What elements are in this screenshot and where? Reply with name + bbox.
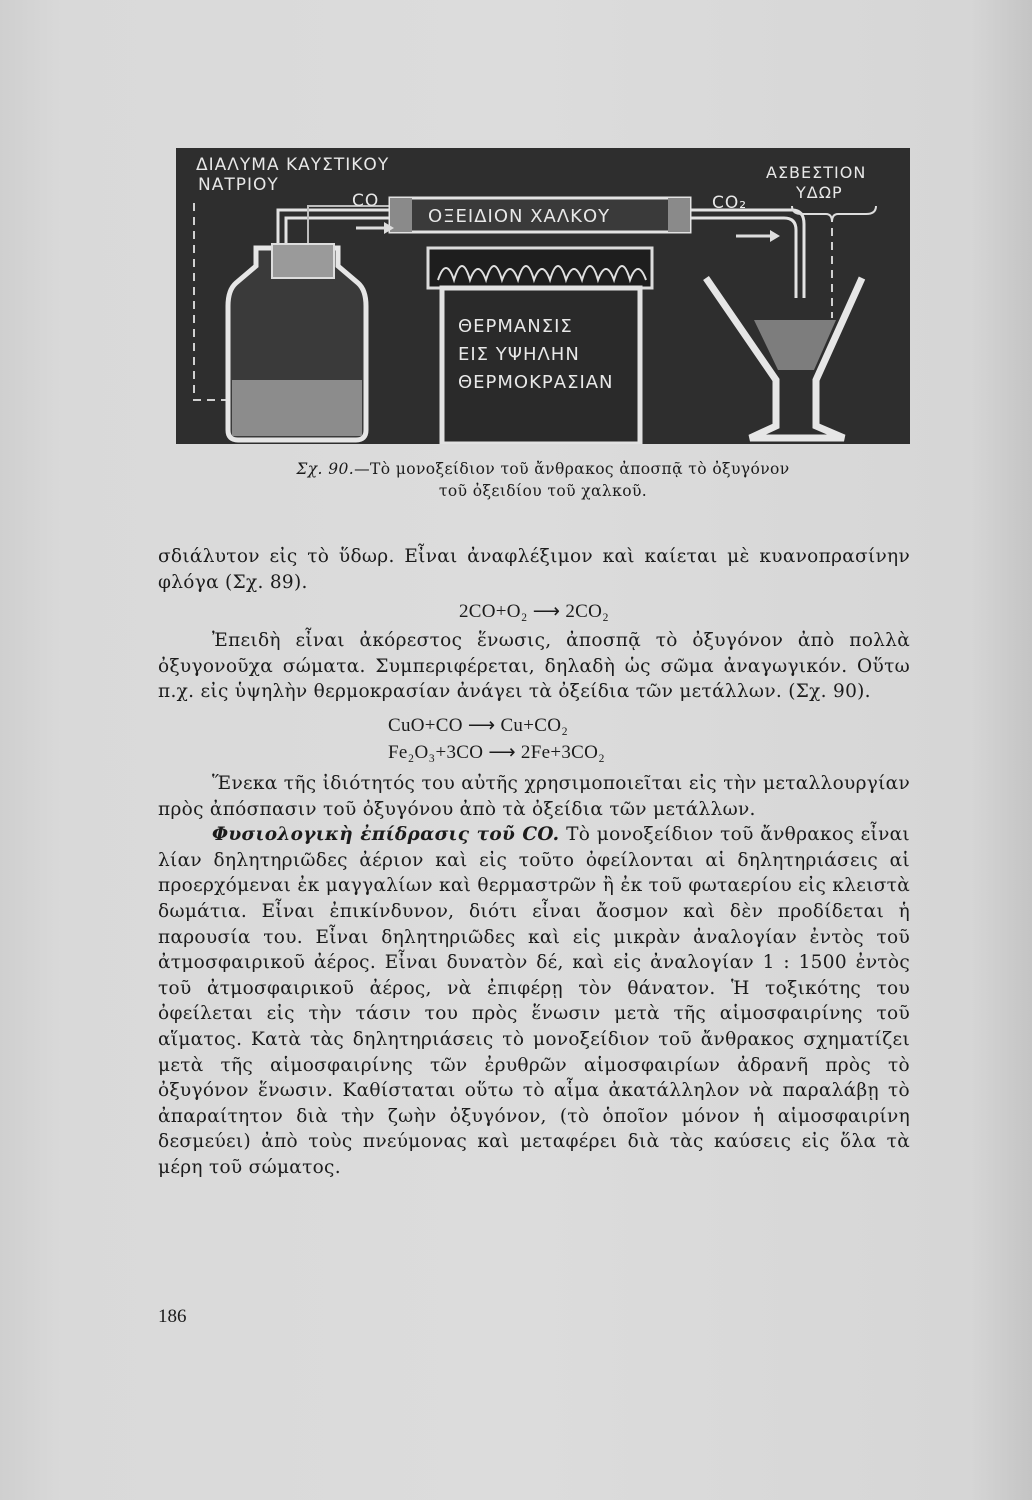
page-number: 186: [158, 1306, 187, 1327]
naoh-label-2: ΝΑΤΡΙΟΥ: [198, 175, 279, 195]
section-heading: Φυσιολογικὴ ἐπίδρασις τοῦ CO.: [212, 824, 560, 846]
naoh-label-1: ΔΙΑΛΥΜΑ ΚΑΥΣΤΙΚΟΥ: [196, 155, 390, 175]
equation-1: 2CO+O₂ ⟶ 2CO₂: [458, 601, 610, 623]
co2-label: CO₂: [712, 193, 748, 213]
caption-text: —Τὸ μονοξείδιον τοῦ ἄνθρακος ἀποσπᾷ τὸ ὀξυγόνον: [354, 460, 790, 478]
paragraph-3: Ἕνεκα τῆς ἰδιότητός του αὐτῆς χρησιμοποιεῖται εἰς τὴν μεταλλουργίαν πρὸς ἀπόσπασιν τοῦ ὀξυγόνου ἀπὸ τὰ ὀξείδια τῶν μετάλλων.: [158, 772, 910, 820]
equation-2: CuO+CO ⟶ Cu+CO₂: [388, 714, 569, 736]
limewater-label-1: ΑΣΒΕΣΤΙΟΝ: [766, 163, 867, 182]
paragraph-4-text: Τὸ μονοξείδιον τοῦ ἄνθρακος εἶναι λίαν δηλητηριῶδες ἀέριον καὶ εἰς τοῦτο ὀφείλονται αἱ δηλητηριάσεις αἱ προερχόμεναι ἐκ μαγγαλίων καὶ θερμαστρῶν ἢ ἐκ τοῦ φωταερίου εἰς κλειστὰ δωμάτια. Εἶναι ἐπικίνδυνον, διότι εἶναι ἄοσμον καὶ δὲν προδίδεται ἡ παρουσία του. Εἶναι δηλητηριῶδες καὶ εἰς μικρὰν ἀναλογίαν ἐντὸς τοῦ ἀτμοσφαιρικοῦ ἀέρος. Εἶναι δυνατὸν δέ, καὶ εἰς ἀναλογίαν 1 : 1500 ἐντὸς τοῦ ἀτμοσφαιρικοῦ ἀέρος, νὰ ἐπιφέρῃ τὸν θάνατον. Ἡ τοξικότης του ὀφείλεται εἰς τὴν τάσιν του πρὸς ἕνωσιν μετὰ τῆς αἱμοσφαιρίνης τοῦ αἵματος. Κατὰ τὰς δηλητηριάσεις τὸ μονοξείδιον τοῦ ἄνθρακος σχηματίζει μετὰ τῆς αἱμοσφαιρίνης τῶν ἐρυθρῶν αἱμοσφαιρίων ἀδρανῆ πρὸς τὸ ὀξυγόνον ἕνωσιν. Καθίσταται οὕτω τὸ αἷμα ἀκατάλληλον νὰ παραλάβῃ τὸ ἀπαραίτητον διὰ τὴν ζωὴν ὀξυγόνον, (τὸ ὁποῖον μόνον ἡ αἱμοσφαιρίνη δεσμεύει) ἀπὸ τοὺς πνεύμονας καὶ μεταφέρει διὰ τὰς καύσεις εἰς ὅλα τὰ μέρη τοῦ σώματος.: [158, 824, 910, 1178]
heating-label-1: ΘΕΡΜΑΝΣΙΣ: [458, 316, 573, 337]
paragraph-1: σδιάλυτον εἰς τὸ ὕδωρ. Εἶναι ἀναφλέξιμον καὶ καίεται μὲ κυανοπρασίνην φλόγα (Σχ. 89).: [158, 546, 910, 593]
figure-caption: [176, 458, 910, 502]
caption-number: Σχ. 90.: [296, 460, 355, 478]
paragraph-4: [158, 822, 910, 1180]
heating-label-2: ΕΙΣ ΥΨΗΛΗΝ: [458, 344, 580, 365]
apparatus-figure: [176, 148, 910, 444]
caption-text-line2: τοῦ ὀξειδίου τοῦ χαλκοῦ.: [438, 482, 648, 500]
limewater-label-2: ΥΔΩΡ: [796, 183, 843, 202]
equation-block: [158, 713, 910, 765]
equation-3: Fe₂O₃+3CO ⟶ 2Fe+3CO₂: [388, 741, 606, 763]
apparatus-diagram: [176, 148, 910, 444]
paragraph-2: Ἐπειδὴ εἶναι ἀκόρεστος ἕνωσις, ἀποσπᾷ τὸ ὀξυγόνον ἀπὸ πολλὰ ὀξυγονοῦχα σώματα. Συμπεριφέρεται, δηλαδὴ ὡς σῶμα ἀναγωγικόν. Οὕτω π.χ. εἰς ὑψηλὴν θερμοκρασίαν ἀνάγει τὰ ὀξείδια τῶν μετάλλων. (Σχ. 90).: [158, 630, 910, 703]
copper-oxide-label: ΟΞΕΙΔΙΟΝ ΧΑΛΚΟΥ: [428, 206, 611, 227]
body-text: [158, 544, 910, 1180]
co-label: CO: [352, 191, 380, 211]
stopper: [272, 244, 334, 278]
heating-label-3: ΘΕΡΜΟΚΡΑΣΙΑΝ: [458, 372, 614, 393]
